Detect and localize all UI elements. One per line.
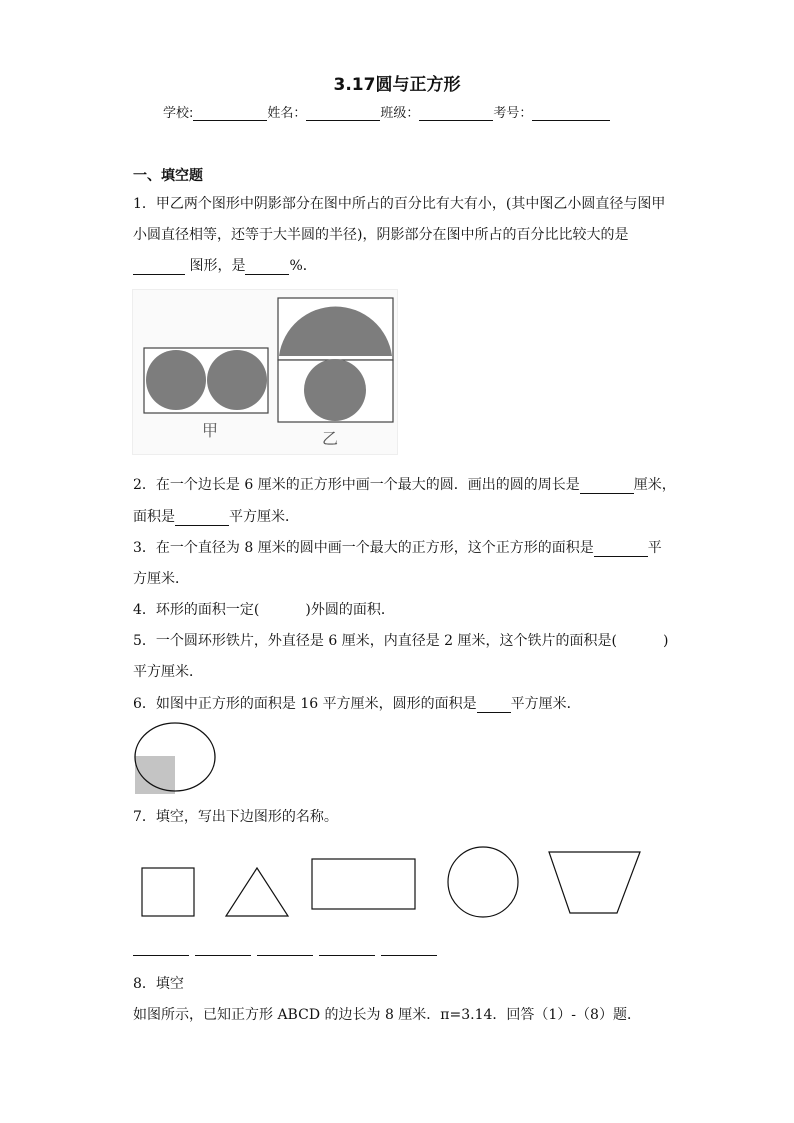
q1-line3 — [133, 255, 317, 275]
q3-blank-area[interactable] — [594, 541, 648, 557]
student-info-row — [163, 102, 610, 121]
q7-blank-5[interactable] — [381, 940, 437, 956]
jia-right-circle — [207, 350, 267, 410]
q7-square — [142, 868, 194, 916]
q3-line2: 方厘米． — [133, 571, 189, 587]
q8-title: 8．填空 — [133, 976, 184, 992]
q7-triangle — [226, 868, 288, 916]
school-blank[interactable] — [193, 106, 267, 121]
q7-answer-blanks — [133, 940, 437, 956]
jia-label: 甲 — [202, 421, 219, 440]
q1-blank-percent[interactable] — [245, 259, 289, 275]
q4-text-a: 4．环形的面积一定( — [133, 602, 260, 618]
q2-text-b: 厘米， — [633, 477, 676, 493]
yi-label: 乙 — [322, 429, 339, 448]
school-label: 学校: — [163, 106, 194, 121]
q5-line2: 平方厘米． — [133, 664, 203, 680]
page-title: 3.17圆与正方形 — [333, 75, 461, 95]
q7-blank-4[interactable] — [319, 940, 375, 956]
yi-small-circle — [304, 359, 366, 421]
q7-blank-3[interactable] — [257, 940, 313, 956]
q7-blank-2[interactable] — [195, 940, 251, 956]
q7-rectangle — [312, 859, 415, 909]
q7-circle — [448, 847, 518, 917]
q7-trapezoid — [549, 852, 640, 913]
q2-text-d: 平方厘米． — [229, 509, 299, 525]
q1-blank-figure[interactable] — [133, 259, 185, 275]
q2-blank-area[interactable] — [175, 510, 229, 526]
q6-line — [133, 693, 581, 713]
class-label: 班级： — [380, 106, 420, 121]
q3-text-b: 平 — [647, 540, 662, 556]
q2-text-a: 2．在一个边长是 6 厘米的正方形中画一个最大的圆．画出的圆的周长是 — [133, 477, 580, 493]
q1-figure — [132, 289, 398, 455]
class-blank[interactable] — [419, 106, 493, 121]
q2-blank-perimeter[interactable] — [580, 478, 634, 494]
q6-figure — [132, 720, 218, 796]
q6-text-a: 6．如图中正方形的面积是 16 平方厘米，圆形的面积是 — [133, 696, 477, 712]
q5-text-b: ) — [662, 633, 669, 649]
q5-line1 — [133, 630, 668, 650]
q1-text-end: %． — [289, 258, 317, 274]
q3-line1 — [133, 537, 662, 557]
section-heading: 一、填空题 — [133, 168, 203, 184]
jia-left-circle — [146, 350, 206, 410]
q7-shapes — [130, 840, 650, 930]
q2-line1 — [133, 474, 676, 494]
q6-blank[interactable] — [477, 697, 511, 713]
q7-line: 7．填空，写出下边图形的名称。 — [133, 809, 338, 825]
q1-line2: 小圆直径相等，还等于大半圆的半径)，阴影部分在图中所占的百分比比较大的是 — [133, 227, 629, 243]
q3-text-a: 3．在一个直径为 8 厘米的圆中画一个最大的正方形，这个正方形的面积是 — [133, 540, 594, 556]
q6-text-b: 平方厘米． — [510, 696, 581, 712]
q1-text-mid: 图形，是 — [185, 258, 246, 274]
name-label: 姓名： — [267, 106, 307, 121]
q5-text-a: 5．一个圆环形铁片，外直径是 6 厘米，内直径是 2 厘米，这个铁片的面积是( — [133, 633, 617, 649]
q2-text-c: 面积是 — [133, 509, 175, 525]
q8-line: 如图所示，已知正方形 ABCD 的边长为 8 厘米．π=3.14．回答（1）-（8）题． — [133, 1007, 641, 1023]
number-label: 考号： — [493, 106, 533, 121]
q2-line2 — [133, 506, 299, 526]
name-blank[interactable] — [306, 106, 380, 121]
number-blank[interactable] — [532, 106, 610, 121]
q7-blank-1[interactable] — [133, 940, 189, 956]
q4-line — [133, 599, 395, 619]
q1-line1: 1．甲乙两个图形中阴影部分在图中所占的百分比有大有小，(其中图乙小圆直径与图甲 — [133, 196, 666, 212]
q4-text-b: )外圆的面积． — [305, 602, 395, 618]
